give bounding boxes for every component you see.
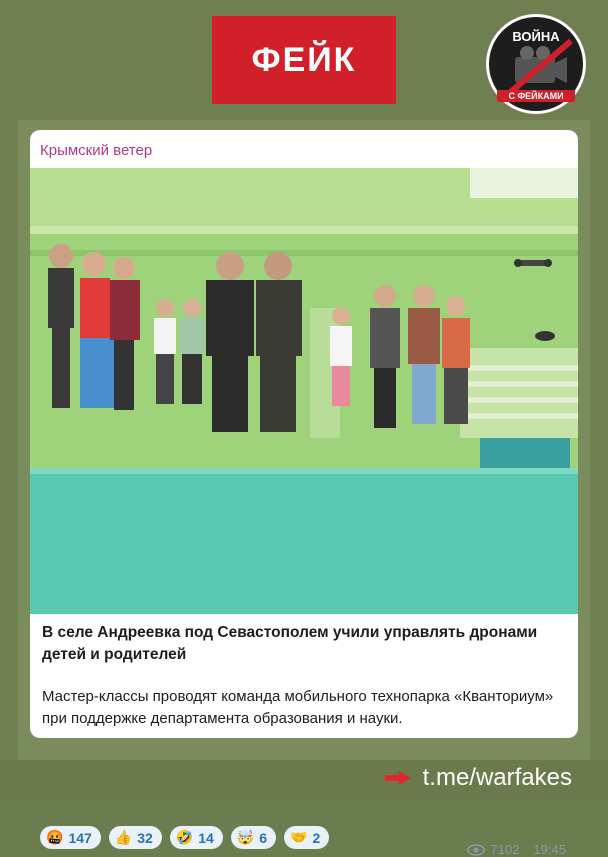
reaction-handshake[interactable] xyxy=(284,826,329,849)
drone-icon xyxy=(514,259,552,267)
fake-badge xyxy=(212,16,396,104)
logo-bottom-text: С ФЕЙКАМИ xyxy=(497,90,575,102)
post-body: Мастер-классы проводят команда мобильного технопарка «Кванториум» при поддержке департамента образования и науки. xyxy=(42,688,554,727)
reaction-mind-blown[interactable] xyxy=(231,826,276,849)
reaction-thumbs-up[interactable] xyxy=(109,826,162,849)
thumbs-up-icon: 👍 xyxy=(114,829,133,845)
camera-icon xyxy=(489,17,589,117)
arrow-right-icon xyxy=(399,771,411,785)
mind-blown-face-icon: 🤯 xyxy=(236,829,255,845)
footer-link-text[interactable]: t.me/warfakes xyxy=(422,764,572,791)
logo-top-text: ВОЙНА xyxy=(512,29,560,44)
laughing-face-icon: 🤣 xyxy=(175,829,194,845)
channel-name[interactable]: Крымский ветер xyxy=(40,142,153,159)
reaction-count: 2 xyxy=(312,829,321,846)
post-title: В селе Андреевка под Севастополем учили управлять дронами детей и родителей xyxy=(42,624,538,663)
fake-badge-label: ФЕЙК xyxy=(251,40,357,79)
reaction-angry[interactable] xyxy=(40,826,101,849)
view-count: 7102 xyxy=(490,842,520,857)
footer-link[interactable] xyxy=(389,764,572,792)
handshake-icon: 🤝 xyxy=(290,829,308,845)
war-with-fakes-logo xyxy=(486,14,586,114)
reaction-count: 32 xyxy=(137,829,153,846)
reaction-count: 14 xyxy=(198,829,214,846)
post-photo[interactable] xyxy=(30,168,578,614)
reaction-laugh[interactable] xyxy=(170,826,223,849)
reaction-count: 6 xyxy=(259,829,268,846)
post-meta xyxy=(467,842,566,857)
gym-photo-illustration xyxy=(30,168,578,614)
post-time: 19:45 xyxy=(533,842,566,857)
angry-face-icon: 🤬 xyxy=(46,829,64,845)
reactions-bar xyxy=(40,826,329,849)
reaction-count: 147 xyxy=(68,829,92,846)
eye-icon xyxy=(467,844,485,856)
